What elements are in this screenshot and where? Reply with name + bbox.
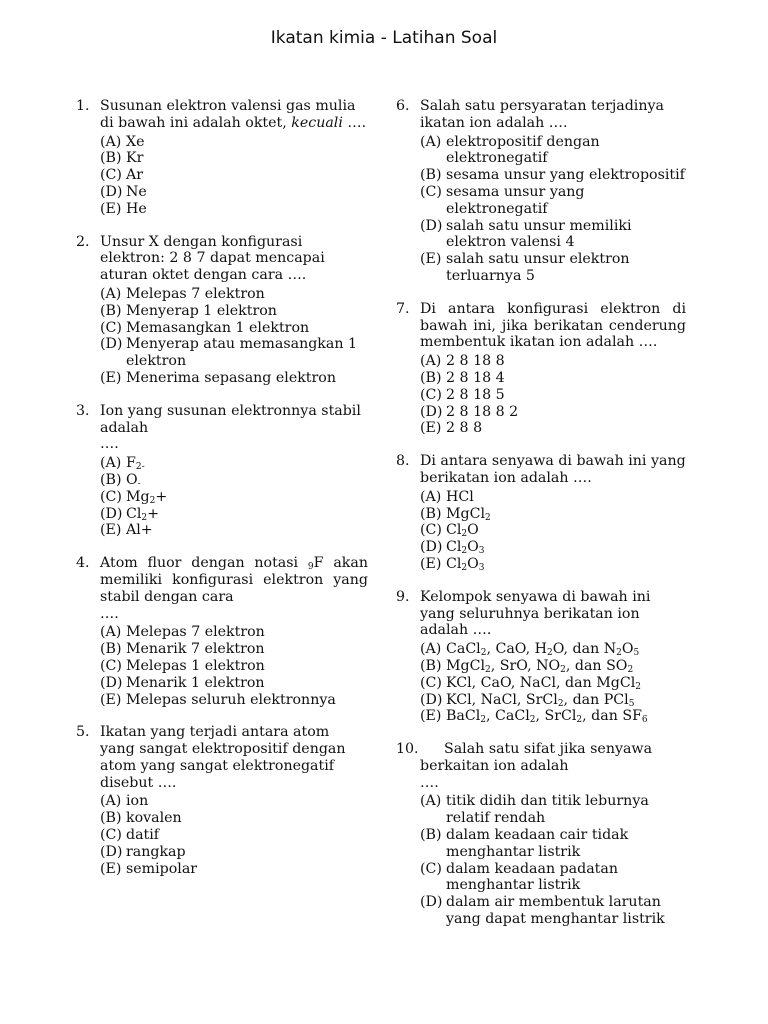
question-8: [396, 453, 686, 573]
left-column: [76, 98, 368, 893]
question-stem: Di antara konfigurasi elektron di bawah ini, jika berikatan cenderung membentuk ikatan ion adalah ….: [420, 300, 686, 351]
answer-option-b[interactable]: (B) dalam keadaan cair tidak menghantar listrik: [420, 827, 629, 860]
question-stem: Ion yang susunan elektronnya stabil adalah ….: [100, 402, 361, 453]
emphasis-kecuali: kecuali: [291, 114, 343, 131]
answer-option-c[interactable]: (C) Melepas 1 elektron: [100, 657, 265, 674]
answer-option-b[interactable]: (B) Menarik 7 elektron: [100, 641, 265, 658]
answer-option-b[interactable]: (B) Menyerap 1 elektron: [100, 302, 277, 319]
answer-option-c[interactable]: (C) KCl, CaO, NaCl, dan MgCl$_2$: [420, 674, 641, 692]
question-stem: Salah satu persyaratan terjadinya ikatan ion adalah ….: [420, 98, 664, 131]
answer-option-a[interactable]: (A) HCl: [420, 488, 474, 505]
question-9: [396, 589, 686, 725]
answer-option-b[interactable]: (B) kovalen: [100, 810, 182, 827]
question-number: 9.: [396, 588, 410, 605]
answer-option-d[interactable]: (D) 2 8 18 8 2: [420, 403, 519, 420]
answer-option-e[interactable]: (E) He: [100, 200, 147, 217]
answer-option-e[interactable]: (E) 2 8 8: [420, 420, 483, 437]
question-number: 3.: [76, 402, 90, 419]
question-stem: Di antara senyawa di bawah ini yang berikatan ion adalah ….: [420, 453, 686, 486]
answer-option-d[interactable]: (D) $Cl_2+$: [100, 505, 160, 523]
question-1: [76, 98, 368, 218]
answer-option-a[interactable]: (A) elektropositif dengan elektronegatif: [420, 133, 600, 167]
answer-option-b[interactable]: (B) MgCl$_2$, SrO, $NO_2$, dan $SO_2$: [420, 657, 634, 675]
answer-option-e[interactable]: (E) semipolar: [100, 860, 198, 877]
question-number: 10.: [396, 741, 419, 758]
question-number: 6.: [396, 98, 410, 114]
question-stem: Unsur X dengan konfigurasi elektron: 2 8 7 dapat mencapai aturan oktet dengan cara ….: [100, 233, 325, 284]
answer-option-a[interactable]: (A) titik didih dan titik leburnya relatif rendah: [420, 793, 649, 827]
answer-option-a[interactable]: (A) $F_{2-}$: [100, 455, 145, 473]
answer-option-a[interactable]: (A) ion: [100, 793, 149, 810]
question-stem: Ikatan yang terjadi antara atom yang sangat elektropositif dengan atom yang sangat elektronegatif disebut ….: [100, 724, 346, 791]
answer-option-c[interactable]: (C) 2 8 18 5: [420, 386, 505, 403]
question-7: [396, 301, 686, 437]
question-10: [396, 741, 686, 928]
question-number: 4.: [76, 555, 90, 572]
page-title: Ikatan kimia - Latihan Soal: [270, 28, 498, 48]
question-2: [76, 234, 368, 387]
question-number: 5.: [76, 724, 90, 741]
answer-option-c[interactable]: (C) dalam keadaan padatan menghantar listrik: [420, 860, 618, 894]
question-4: [76, 555, 368, 708]
answer-option-d[interactable]: (D) rangkap: [100, 843, 186, 860]
answer-option-d[interactable]: (D) $Cl_2O_3$: [420, 539, 485, 557]
answer-option-e[interactable]: (E) $Cl_2O_3$: [420, 555, 485, 573]
question-6: [396, 98, 686, 285]
question-number: 1.: [76, 98, 90, 114]
question-3: [76, 403, 368, 539]
answer-option-e[interactable]: (E) Menerima sepasang elektron: [100, 369, 336, 386]
answer-option-e[interactable]: (E) Al+: [100, 522, 153, 539]
answer-option-c[interactable]: (C) datif: [100, 827, 160, 844]
answer-option-e[interactable]: (E) BaCl$_2$, CaCl$_2$, SrCl$_2$, dan $SF_6$: [420, 708, 648, 726]
answer-option-d[interactable]: (D) dalam air membentuk larutan yang dapat menghantar listrik: [420, 894, 665, 928]
question-stem: Atom fluor dengan notasi $_9$F akan memiliki konfigurasi elektron yang stabil dengan cara ….: [100, 555, 368, 622]
answer-option-d[interactable]: (D) salah satu unsur memiliki elektron valensi 4: [420, 217, 632, 251]
answer-option-c[interactable]: (C) Ar: [100, 167, 144, 184]
answer-option-e[interactable]: (E) salah satu unsur elektron terluarnya 5: [420, 251, 630, 284]
answer-option-a[interactable]: (A) Xe: [100, 133, 145, 150]
question-number: 8.: [396, 453, 410, 470]
answer-option-c[interactable]: (C) Memasangkan 1 elektron: [100, 319, 310, 336]
answer-option-b[interactable]: (B) sesama unsur yang elektropositif: [420, 167, 685, 184]
answer-option-d[interactable]: (D) Menarik 1 elektron: [100, 674, 265, 691]
question-stem: Susunan elektron valensi gas mulia di bawah ini adalah oktet, kecuali ….: [100, 98, 367, 131]
answer-option-d[interactable]: (D) KCl, NaCl, SrCl$_2$, dan PCl$_5$: [420, 691, 635, 709]
right-column: [396, 98, 686, 944]
question-number: 7.: [396, 300, 410, 317]
answer-option-d[interactable]: (D) Menyerap atau memasangkan 1 elektron: [100, 336, 358, 370]
answer-option-c[interactable]: (C) sesama unsur yang elektronegatif: [420, 183, 585, 217]
answer-option-b[interactable]: (B) Kr: [100, 150, 144, 167]
answer-option-a[interactable]: (A) CaCl$_2$, CaO, $H_2O$, dan $N_2O_5$: [420, 641, 640, 659]
answer-option-c[interactable]: (C) $Cl_2O$: [420, 522, 479, 540]
answer-option-c[interactable]: (C) $Mg_2+$: [100, 488, 168, 506]
question-5: [76, 724, 368, 877]
answer-option-d[interactable]: (D) Ne: [100, 183, 147, 200]
answer-option-a[interactable]: (A) Melepas 7 elektron: [100, 624, 265, 641]
answer-option-b[interactable]: (B) 2 8 18 4: [420, 369, 505, 386]
question-stem: Kelompok senyawa di bawah ini yang seluruhnya berikatan ion adalah ….: [420, 588, 651, 639]
answer-option-e[interactable]: (E) Melepas seluruh elektronnya: [100, 691, 336, 708]
answer-option-a[interactable]: (A) 2 8 18 8: [420, 353, 505, 370]
question-stem: Salah satu sifat jika senyawa berkaitan ion adalah ….: [420, 741, 653, 791]
answer-option-b[interactable]: (B) MgCl$_2$: [420, 505, 491, 523]
answer-option-b[interactable]: (B) $O_-$: [100, 471, 141, 489]
answer-option-a[interactable]: (A) Melepas 7 elektron: [100, 285, 265, 302]
question-number: 2.: [76, 233, 90, 250]
